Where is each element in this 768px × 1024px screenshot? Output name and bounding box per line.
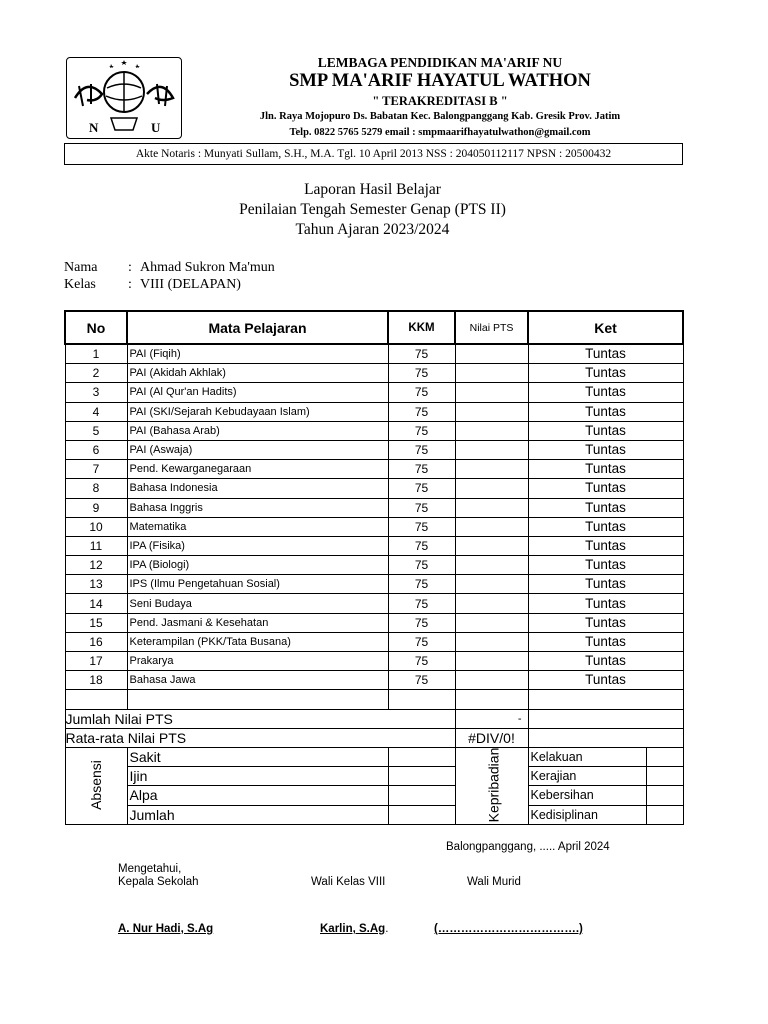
student-class: VIII (DELAPAN): [140, 277, 241, 292]
row-subject: Matematika: [127, 517, 388, 536]
jumlah-row: [65, 709, 683, 728]
row-subject: IPS (Ilmu Pengetahuan Sosial): [127, 575, 388, 594]
absensi-item: Sakit: [127, 747, 388, 766]
jumlah-value: -: [455, 709, 528, 728]
row-ket: Tuntas: [528, 460, 683, 479]
row-subject: Keterampilan (PKK/Tata Busana): [127, 632, 388, 651]
class-label: Kelas: [64, 277, 96, 292]
attendance-row: [65, 805, 683, 824]
row-subject: PAI (Aswaja): [127, 440, 388, 459]
absensi-value: [388, 805, 455, 824]
name-separator: :: [128, 260, 132, 275]
table-header: [65, 311, 683, 344]
row-number: 16: [65, 632, 127, 651]
rata-ket: [528, 728, 683, 747]
row-number: 2: [65, 364, 127, 383]
row-kkm: 75: [388, 517, 455, 536]
table-row: [65, 556, 683, 575]
table-row: [65, 421, 683, 440]
school-contact: Telp. 0822 5765 5279 email : smpmaarifhayatulwathon@gmail.com: [289, 127, 591, 138]
report-year: Tahun Ajaran 2023/2024: [295, 221, 450, 238]
wali-kelas-signature: [320, 923, 388, 935]
row-nilai: [455, 517, 528, 536]
empty-cell: [127, 690, 388, 709]
kepribadian-cell: [455, 747, 528, 824]
row-ket: Tuntas: [528, 364, 683, 383]
kepribadian-item: Kerajian: [528, 767, 646, 786]
accreditation: " TERAKREDITASI B ": [372, 94, 508, 108]
kepribadian-value: [646, 767, 683, 786]
table-row: [65, 613, 683, 632]
row-number: 14: [65, 594, 127, 613]
row-kkm: 75: [388, 344, 455, 364]
row-nilai: [455, 498, 528, 517]
attendance-row: [65, 767, 683, 786]
row-nilai: [455, 344, 528, 364]
row-subject: IPA (Biologi): [127, 556, 388, 575]
row-number: 17: [65, 652, 127, 671]
absensi-value: [388, 767, 455, 786]
row-ket: Tuntas: [528, 479, 683, 498]
rata-value: #DIV/0!: [455, 728, 528, 747]
row-number: 10: [65, 517, 127, 536]
row-kkm: 75: [388, 536, 455, 555]
kepribadian-item: Kelakuan: [528, 747, 646, 766]
header-subject: Mata Pelajaran: [127, 311, 388, 344]
row-subject: PAI (SKI/Sejarah Kebudayaan Islam): [127, 402, 388, 421]
table-row: [65, 479, 683, 498]
table-row: [65, 671, 683, 690]
row-number: 11: [65, 536, 127, 555]
wali-kelas-name: Karlin, S.Ag: [320, 923, 386, 935]
row-subject: Pend. Jasmani & Kesehatan: [127, 613, 388, 632]
row-ket: Tuntas: [528, 536, 683, 555]
row-number: 5: [65, 421, 127, 440]
row-kkm: 75: [388, 460, 455, 479]
row-nilai: [455, 383, 528, 402]
header-kkm: KKM: [388, 311, 455, 344]
row-subject: Bahasa Indonesia: [127, 479, 388, 498]
logo-letter-n: N: [89, 120, 99, 135]
row-subject: PAI (Fiqih): [127, 344, 388, 364]
row-ket: Tuntas: [528, 344, 683, 364]
row-ket: Tuntas: [528, 556, 683, 575]
grades-table: [64, 310, 684, 825]
row-kkm: 75: [388, 498, 455, 517]
table-row: [65, 652, 683, 671]
row-number: 15: [65, 613, 127, 632]
empty-cell: [528, 690, 683, 709]
absensi-item: Alpa: [127, 786, 388, 805]
table-row: [65, 440, 683, 459]
row-subject: IPA (Fisika): [127, 536, 388, 555]
rata-row: [65, 728, 683, 747]
name-label: Nama: [64, 260, 98, 275]
row-number: 6: [65, 440, 127, 459]
kepribadian-value: [646, 805, 683, 824]
row-nilai: [455, 556, 528, 575]
row-kkm: 75: [388, 402, 455, 421]
rata-label: Rata-rata Nilai PTS: [65, 728, 455, 747]
kepala-sekolah-label: Kepala Sekolah: [118, 876, 199, 888]
report-title: Laporan Hasil Belajar: [304, 181, 441, 198]
absensi-cell: [65, 747, 127, 824]
class-separator: :: [128, 277, 132, 292]
row-kkm: 75: [388, 556, 455, 575]
kepala-sekolah-signature: A. Nur Hadi, S.Ag: [118, 923, 214, 935]
row-subject: PAI (Al Qur'an Hadits): [127, 383, 388, 402]
school-logo: [66, 57, 182, 139]
table-row: [65, 536, 683, 555]
row-kkm: 75: [388, 594, 455, 613]
row-number: 12: [65, 556, 127, 575]
row-ket: Tuntas: [528, 383, 683, 402]
mengetahui-label: Mengetahui,: [118, 863, 182, 875]
row-kkm: 75: [388, 575, 455, 594]
row-subject: Bahasa Jawa: [127, 671, 388, 690]
absensi-label: Absensi: [88, 760, 104, 811]
row-ket: Tuntas: [528, 498, 683, 517]
row-subject: PAI (Bahasa Arab): [127, 421, 388, 440]
row-nilai: [455, 402, 528, 421]
row-kkm: 75: [388, 383, 455, 402]
row-kkm: 75: [388, 479, 455, 498]
table-row: [65, 344, 683, 364]
table-row: [65, 498, 683, 517]
row-nilai: [455, 479, 528, 498]
row-ket: Tuntas: [528, 594, 683, 613]
logo-letter-u: U: [151, 120, 161, 135]
table-row: [65, 517, 683, 536]
kepribadian-value: [646, 747, 683, 766]
row-kkm: 75: [388, 421, 455, 440]
absensi-value: [388, 786, 455, 805]
table-row: [65, 575, 683, 594]
table-row: [65, 460, 683, 479]
row-kkm: 75: [388, 671, 455, 690]
jumlah-ket: [528, 709, 683, 728]
institution-name: LEMBAGA PENDIDIKAN MA'ARIF NU: [317, 55, 563, 70]
table-row: [65, 364, 683, 383]
row-number: 18: [65, 671, 127, 690]
place-date: Balongpanggang, ..... April 2024: [446, 841, 610, 853]
table-row: [65, 594, 683, 613]
row-subject: PAI (Akidah Akhlak): [127, 364, 388, 383]
row-kkm: 75: [388, 364, 455, 383]
empty-cell: [455, 690, 528, 709]
row-ket: Tuntas: [528, 575, 683, 594]
row-ket: Tuntas: [528, 421, 683, 440]
attendance-row: [65, 786, 683, 805]
student-name: Ahmad Sukron Ma'mun: [140, 260, 275, 275]
nu-emblem-icon: [67, 58, 181, 138]
kepribadian-item: Kebersihan: [528, 786, 646, 805]
kepribadian-item: Kedisiplinan: [528, 805, 646, 824]
empty-cell: [388, 690, 455, 709]
row-nilai: [455, 421, 528, 440]
row-kkm: 75: [388, 440, 455, 459]
row-ket: Tuntas: [528, 652, 683, 671]
row-nilai: [455, 460, 528, 479]
row-number: 3: [65, 383, 127, 402]
jumlah-label: Jumlah Nilai PTS: [65, 709, 455, 728]
empty-row: [65, 690, 683, 709]
empty-cell: [65, 690, 127, 709]
row-subject: Bahasa Inggris: [127, 498, 388, 517]
row-nilai: [455, 671, 528, 690]
wali-kelas-label: Wali Kelas VIII: [311, 876, 386, 888]
row-subject: Pend. Kewarganegaraan: [127, 460, 388, 479]
row-nilai: [455, 613, 528, 632]
row-number: 4: [65, 402, 127, 421]
row-nilai: [455, 652, 528, 671]
absensi-item: Jumlah: [127, 805, 388, 824]
row-number: 8: [65, 479, 127, 498]
row-nilai: [455, 536, 528, 555]
wali-kelas-dot: .: [385, 923, 389, 935]
table-row: [65, 402, 683, 421]
row-ket: Tuntas: [528, 613, 683, 632]
row-ket: Tuntas: [528, 440, 683, 459]
row-ket: Tuntas: [528, 517, 683, 536]
row-number: 1: [65, 344, 127, 364]
attendance-row: [65, 747, 683, 766]
row-kkm: 75: [388, 652, 455, 671]
kepribadian-value: [646, 786, 683, 805]
report-subtitle: Penilaian Tengah Semester Genap (PTS II): [239, 201, 506, 218]
row-number: 9: [65, 498, 127, 517]
row-nilai: [455, 632, 528, 651]
row-nilai: [455, 364, 528, 383]
row-ket: Tuntas: [528, 632, 683, 651]
absensi-item: Ijin: [127, 767, 388, 786]
table-row: [65, 383, 683, 402]
header-no: No: [65, 311, 127, 344]
row-ket: Tuntas: [528, 402, 683, 421]
row-nilai: [455, 575, 528, 594]
header-nilai: Nilai PTS: [455, 311, 528, 344]
header-ket: Ket: [528, 311, 683, 344]
absensi-value: [388, 747, 455, 766]
row-kkm: 75: [388, 632, 455, 651]
row-subject: Prakarya: [127, 652, 388, 671]
wali-murid-label: Wali Murid: [467, 876, 521, 888]
kepribadian-label: Kepribadian: [484, 747, 501, 823]
row-nilai: [455, 440, 528, 459]
school-name: SMP MA'ARIF HAYATUL WATHON: [289, 71, 591, 91]
row-number: 13: [65, 575, 127, 594]
row-ket: Tuntas: [528, 671, 683, 690]
row-kkm: 75: [388, 613, 455, 632]
row-subject: Seni Budaya: [127, 594, 388, 613]
akte-notaris-box: Akte Notaris : Munyati Sullam, S.H., M.A. Tgl. 10 April 2013 NSS : 204050112117 NPSN : 20500432: [64, 143, 683, 165]
table-row: [65, 632, 683, 651]
row-nilai: [455, 594, 528, 613]
school-address: Jln. Raya Mojopuro Ds. Babatan Kec. Balongpanggang Kab. Gresik Prov. Jatim: [259, 111, 621, 122]
row-number: 7: [65, 460, 127, 479]
wali-murid-signature: (……………………………….): [434, 923, 583, 935]
